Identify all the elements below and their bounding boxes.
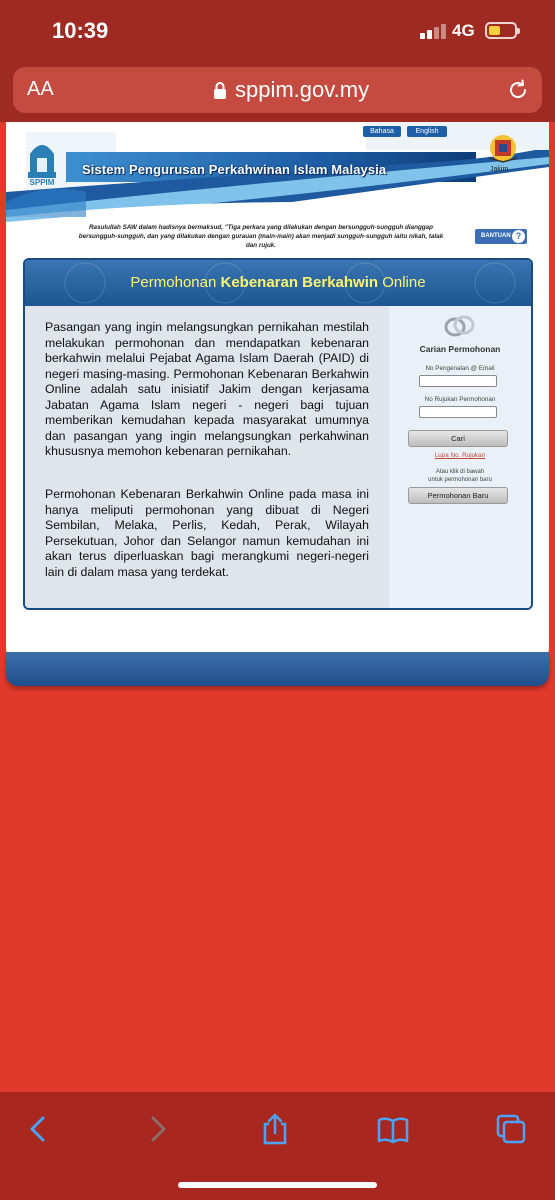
panel-body — [25, 306, 389, 608]
panel-title-suffix: Online — [378, 274, 426, 291]
search-button[interactable]: Cari — [408, 430, 508, 447]
network-type: 4G — [452, 21, 475, 40]
bookmarks-icon[interactable] — [376, 1112, 410, 1146]
home-indicator — [178, 1182, 377, 1188]
page-frame — [6, 122, 549, 662]
panel-title-bold: Kebenaran Berkahwin — [220, 274, 379, 291]
help-button[interactable] — [475, 229, 527, 244]
panel-header — [25, 260, 531, 306]
reload-icon[interactable] — [506, 78, 530, 102]
search-heading: Carian Permohonan — [419, 344, 501, 354]
id-label: No Pengenalan @ Email — [425, 365, 495, 372]
status-time: 10:39 — [52, 18, 109, 43]
browser-top-bar — [0, 62, 555, 122]
web-content — [0, 122, 555, 690]
coverage-paragraph: Permohonan Kebenaran Berkahwin Online pada masa ini hanya meliputi permohonan yang dibuat di Negeri Sembilan, Melaka, Perlis, Kedah, Perak, Wilayah Persekutuan, Johor dan Selangor namun kemudahan ini akan terus diperluaskan bagi merangkumi negeri-negeri lain di dalam masa yang terdekat. — [45, 487, 369, 579]
address-bar[interactable] — [13, 67, 542, 113]
panel-title-prefix: Permohonan — [130, 274, 221, 291]
hadith-text: Rasulullah SAW dalam hadisnya bermaksud, "Tiga perkara yang dilakukan dengan bersungguh-sungguh dianggap bersungguh-sungguh, dan yang dilakukan dengan gurauan (main-main) akan menjadi sungguh-sungguh iaitu nikah, talak dan rujuk. — [78, 224, 444, 249]
or-text-1: Atau klik di bawah — [435, 469, 485, 475]
sppim-logo-icon — [22, 132, 62, 186]
lock-icon — [213, 82, 227, 99]
application-panel — [23, 258, 533, 610]
help-label: BANTUAN — [481, 233, 511, 239]
new-application-button[interactable]: Permohonan Baru — [408, 487, 508, 504]
aa-label: AA — [27, 78, 54, 100]
sppim-logo-text: SPPIM — [29, 178, 55, 186]
ref-label: No Rujukan Permohonan — [424, 396, 496, 403]
signal-icon — [420, 23, 446, 39]
share-icon[interactable] — [258, 1112, 292, 1146]
reader-options-button[interactable] — [27, 78, 54, 101]
status-bar — [0, 0, 555, 62]
url-text[interactable]: sppim.gov.my — [235, 77, 370, 102]
forgot-reference-link[interactable]: Lupa No. Rujukan — [434, 452, 486, 459]
tabs-icon[interactable] — [494, 1112, 528, 1146]
jakim-label: Jakim — [490, 166, 509, 173]
panel-title — [25, 274, 531, 291]
lang-english-button[interactable]: English — [407, 126, 447, 137]
or-text-2: untuk permohonan baru — [428, 477, 492, 483]
page-footer-bar — [6, 652, 549, 686]
lang-bahasa-button[interactable]: Bahasa — [363, 126, 401, 137]
forward-icon[interactable] — [140, 1112, 174, 1146]
question-icon: ? — [512, 230, 525, 243]
battery-icon — [485, 22, 517, 39]
jakim-crest-icon — [486, 132, 520, 164]
site-title: Sistem Pengurusan Perkahwinan Islam Malaysia — [82, 162, 387, 177]
search-sidebar — [389, 306, 531, 608]
id-input[interactable] — [419, 375, 497, 387]
rings-icon — [441, 314, 477, 338]
ref-input[interactable] — [419, 406, 497, 418]
intro-paragraph: Pasangan yang ingin melangsungkan pernikahan mestilah melakukan permohonan dan mendapatkan kebenaran berkahwin melalui Pejabat Agama Islam Daerah (PAID) di negeri masing-masing. Permohonan Kebenaran Berkahwin Online adalah satu inisiatif Jakim dengan kerjasama Jabatan Agama Islam negeri - negeri bagi tujuan memberikan kemudahan kepada masyarakat umumnya dan pasangan yang ingin melangsungkan perkahwinan khususnya memohon kebenaran pernikahan. — [45, 320, 369, 458]
back-icon[interactable] — [22, 1112, 56, 1146]
